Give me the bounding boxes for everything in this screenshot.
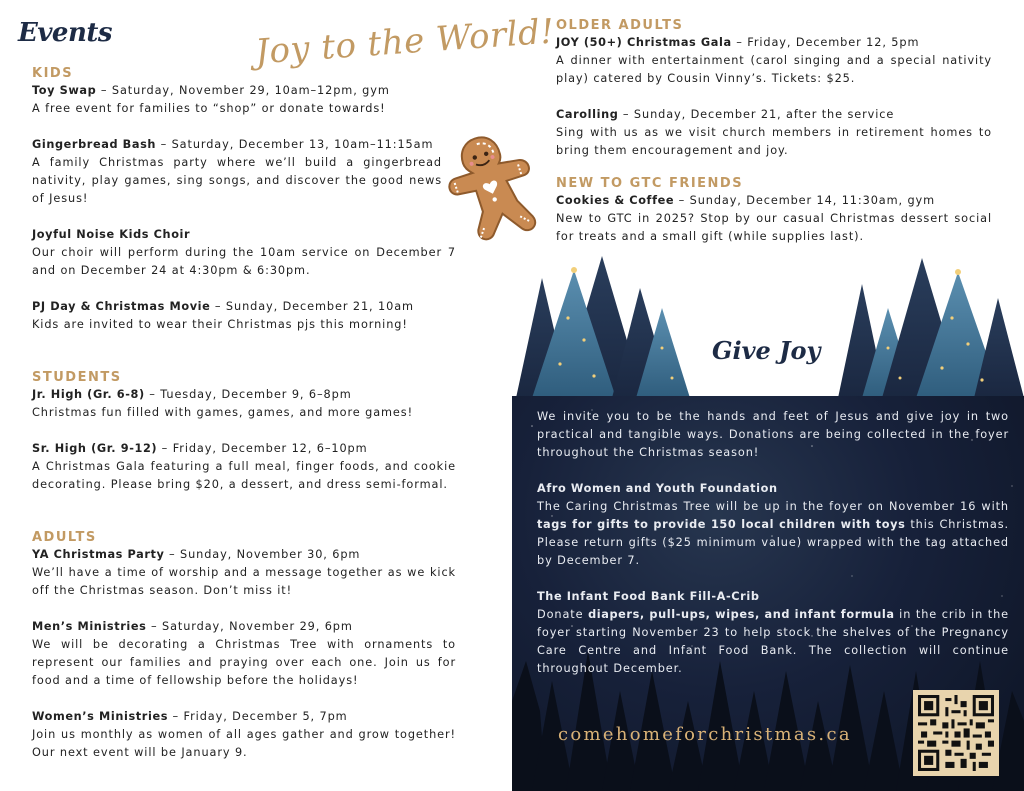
event-desc: New to GTC in 2025? Stop by our casual Christmas dessert social for treats and a small gift (while supplies last). (556, 212, 992, 243)
older-adults-section (556, 18, 992, 160)
event-when: – Sunday, November 30, 6pm (164, 548, 361, 561)
event-desc: Kids are invited to wear their Christmas pjs this morning! (32, 318, 408, 331)
new-to-gtc-section (556, 176, 992, 246)
event-desc: We will be decorating a Christmas Tree with ornaments to represent our families and praying over each one. Join us for food and a time of fellowship before the holidays! (32, 638, 456, 687)
event-name: Cookies & Coffee (556, 194, 675, 207)
event-desc: A free event for families to “shop” or donate towards! (32, 102, 386, 115)
event-when: – Friday, December 12, 5pm (731, 36, 920, 49)
list-item (32, 546, 456, 600)
event-when: – Saturday, November 29, 10am–12pm, gym (96, 84, 390, 97)
fill-a-crib-title: The Infant Food Bank Fill-A-Crib (537, 590, 760, 603)
older-adults-heading: OLDER ADULTS (556, 18, 684, 33)
list-item (32, 618, 456, 690)
event-when: – Saturday, November 29, 6pm (146, 620, 353, 633)
event-name: Men’s Ministries (32, 620, 147, 633)
fill-a-crib-text-a: Donate (537, 608, 589, 621)
students-section (32, 370, 456, 494)
event-when: – Sunday, December 21, after the service (618, 108, 895, 121)
event-when: – Saturday, December 13, 10am–11:15am (156, 138, 434, 151)
list-item (32, 136, 442, 208)
qr-code-icon[interactable] (913, 690, 999, 776)
event-name: PJ Day & Christmas Movie (32, 300, 211, 313)
event-when: – Sunday, December 14, 11:30am, gym (674, 194, 936, 207)
list-item (32, 386, 456, 422)
list-item (556, 106, 992, 160)
give-joy-intro: We invite you to be the hands and feet of Jesus and give joy in two practical and tangible ways. Donations are being collected in the foyer throughout the Christmas season! (537, 410, 1009, 459)
students-heading: STUDENTS (32, 370, 122, 385)
adults-section (32, 530, 456, 762)
christmas-trees-illustration (512, 248, 1024, 398)
event-desc: Sing with us as we visit church members in retirement homes to bring them encouragement and joy. (556, 126, 992, 157)
event-name: Women’s Ministries (32, 710, 169, 723)
website-link[interactable]: comehomeforchristmas.ca (558, 724, 852, 745)
event-desc: Join us monthly as women of all ages gather and grow together! Our next event will be January 9. (32, 728, 456, 759)
list-item (32, 298, 456, 334)
give-joy-text (537, 408, 1009, 678)
events-title: Events (18, 18, 113, 48)
list-item (32, 82, 456, 118)
kids-section (32, 66, 456, 334)
afro-women-text-b: tags for gifts to provide 150 local children with toys (537, 518, 906, 531)
event-desc: A dinner with entertainment (carol singing and a special nativity play) catered by Cousin Vinny’s. Tickets: $25. (556, 54, 992, 85)
event-name: JOY (50+) Christmas Gala (556, 36, 732, 49)
afro-women-block (537, 480, 1009, 570)
event-name: Sr. High (Gr. 9-12) (32, 442, 158, 455)
joy-to-the-world-script: Joy to the World! (253, 11, 556, 73)
event-desc: We’ll have a time of worship and a message together as we kick off the Christmas season. Don’t miss it! (32, 566, 456, 597)
event-name: Gingerbread Bash (32, 138, 157, 151)
event-name: Jr. High (Gr. 6-8) (32, 388, 145, 401)
fill-a-crib-text-c: in the crib in the foyer starting November 23 to help stock the shelves of the Pregnancy Care Centre and Infant Food Bank. The collection will continue throughout December. (537, 608, 1009, 675)
event-name: Joyful Noise Kids Choir (32, 228, 191, 241)
event-when: – Friday, December 12, 6–10pm (157, 442, 368, 455)
event-desc: A Christmas Gala featuring a full meal, finger foods, and cookie decorating. Please bring $20, a dessert, and dress semi-formal. (32, 460, 456, 491)
afro-women-title: Afro Women and Youth Foundation (537, 482, 778, 495)
event-desc: Christmas fun filled with games, games, and more games! (32, 406, 413, 419)
event-name: Toy Swap (32, 84, 97, 97)
new-to-gtc-heading: NEW TO GTC FRIENDS (556, 176, 744, 191)
event-when: – Friday, December 5, 7pm (168, 710, 348, 723)
list-item (32, 226, 456, 280)
afro-women-text-c: this Christmas. Please return gifts ($25 minimum value) wrapped with the tag attached by December 7. (537, 518, 1009, 567)
fill-a-crib-block (537, 588, 1009, 678)
list-item (556, 192, 992, 246)
afro-women-text-a: The Caring Christmas Tree will be up in the foyer on November 16 with (537, 500, 1009, 513)
list-item (32, 440, 456, 494)
event-desc: A family Christmas party where we’ll build a gingerbread nativity, play games, sing songs, and discover the good news of Jesus! (32, 156, 442, 205)
list-item (32, 708, 456, 762)
list-item (556, 34, 992, 88)
right-column (556, 18, 992, 246)
kids-heading: KIDS (32, 66, 74, 81)
event-desc: Our choir will perform during the 10am service on December 7 and on December 24 at 4:30pm & 6:30pm. (32, 246, 456, 277)
event-name: YA Christmas Party (32, 548, 165, 561)
left-column (32, 66, 456, 762)
give-joy-title: Give Joy (712, 336, 821, 365)
event-when: – Sunday, December 21, 10am (210, 300, 414, 313)
event-when: – Tuesday, December 9, 6–8pm (144, 388, 352, 401)
event-name: Carolling (556, 108, 619, 121)
adults-heading: ADULTS (32, 530, 97, 545)
fill-a-crib-text-b: diapers, pull-ups, wipes, and infant formula (588, 608, 895, 621)
